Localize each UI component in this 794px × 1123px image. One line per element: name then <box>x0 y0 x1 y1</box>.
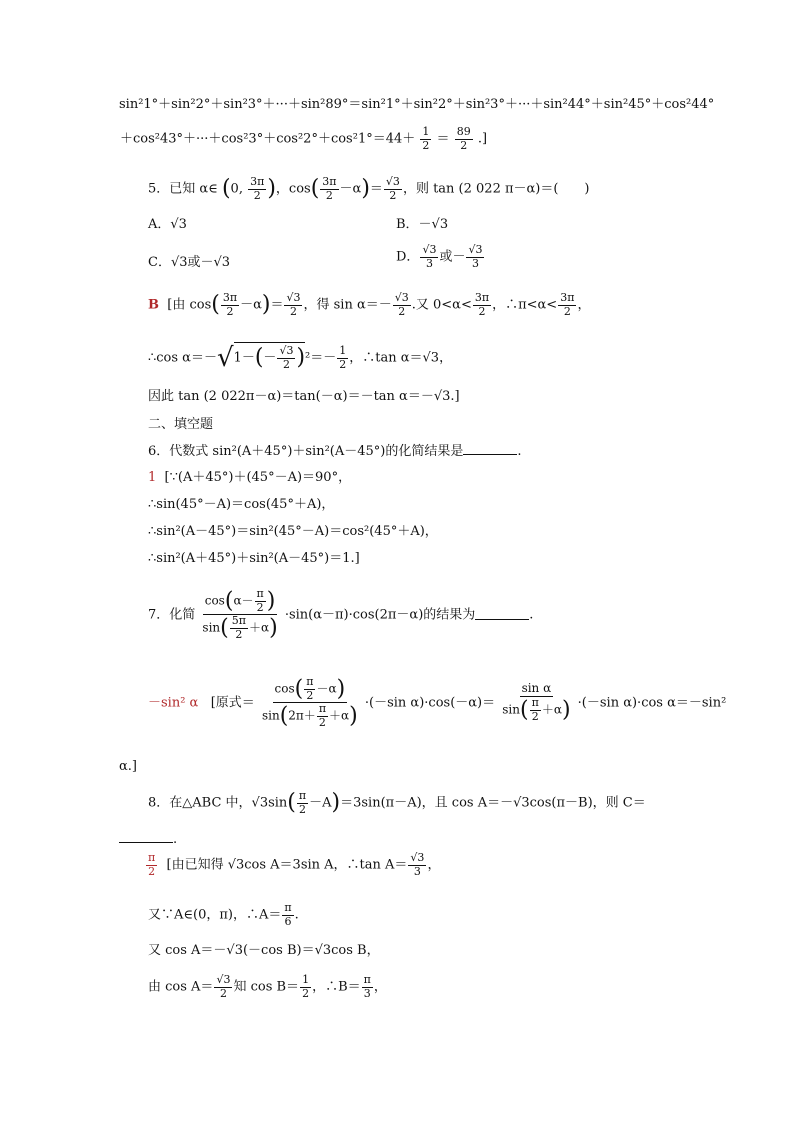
fraction-sqrt3-3: $\frac{√3}{3}$ <box>468 243 483 270</box>
text: 5．已知 α∈ <box>148 181 218 197</box>
text: －α <box>339 181 362 197</box>
option-b: B．－√3 <box>396 217 449 232</box>
text: ＝ <box>436 131 450 147</box>
answer-label: 1 <box>148 470 157 485</box>
fraction-3pi-2: $\frac{3\pi}{2}$ <box>250 175 265 202</box>
question-8-blank: . <box>119 832 177 846</box>
continued-line-2 <box>120 126 487 152</box>
text: 0, <box>230 181 243 197</box>
solution-6-line-2: ∴sin(45°－A)＝cos(45°＋A)， <box>148 497 335 512</box>
option-a: A．√3 <box>148 217 187 232</box>
answer-blank <box>475 609 529 620</box>
option-d: D． $\frac{√3}{3}$ 或－ $\frac{√3}{3}$ <box>396 243 483 270</box>
question-8: 8．在△ABC 中，√3sin( $\frac{\pi}{2}$ －A)＝3sin(π－A)，且 cos A＝－√3cos(π－B)，则 C＝ <box>148 789 646 816</box>
option-c: C．√3或－√3 <box>148 255 231 270</box>
fraction-89-2: $\frac{89}{2}$ <box>456 125 471 152</box>
solution-7-tail: α.] <box>119 759 137 774</box>
solution-8-line-4: 由 cos A＝ $\frac{√3}{2}$ 知 cos B＝ $\frac{1}{2}$ ，∴B＝ $\frac{\pi}{3}$ ， <box>148 973 387 1000</box>
solution-6-line-1: 1 [∵(A＋45°)＋(45°－A)＝90°， <box>148 470 352 485</box>
fraction-sqrt3-3: $\frac{√3}{3}$ <box>422 243 437 270</box>
question-7: 7．化简 cos(α－ $\frac{\pi}{2}$ ) sin( $\frac{5\pi}{2}$ ＋α) ·sin(α－π)·cos(2π－α)的结果为 . <box>148 587 534 641</box>
solution-5-line-2: ∴cos α＝－√1－(－ $\frac{√3}{2}$ )²＝－ $\frac{1}{2}$ ，∴tan α＝√3， <box>148 343 453 374</box>
s7-fraction-1: cos( $\frac{\pi}{2}$ －α) sin(2π＋ $\frac{\pi}{2}$ ＋α) <box>261 675 358 729</box>
fraction-3pi-2: $\frac{3\pi}{2}$ <box>322 175 337 202</box>
question-6: 6．代数式 sin²(A＋45°)＋sin²(A－45°)的化简结果是 . <box>148 444 522 459</box>
answer-blank <box>463 444 517 455</box>
answer-label: B <box>148 297 159 313</box>
solution-8-line-1: $\frac{\pi}{2}$ [由已知得 √3cos A＝3sin A，∴tan A＝ $\frac{√3}{3}$ ， <box>148 851 441 878</box>
solution-5-line-1: B [由 cos( $\frac{3\pi}{2}$ －α)＝ $\frac{√3}{2}$ ，得 sin α＝－ $\frac{√3}{2}$ .又 0<α< $\frac{3\pi}{2}$ ，∴π<α< $\frac{3\pi}{2}$ ， <box>148 291 591 318</box>
fraction-sqrt3-2: $\frac{√3}{2}$ <box>385 175 400 202</box>
s7-fraction-2: sin α sin( $\frac{\pi}{2}$ ＋α) <box>502 681 571 723</box>
text: ＝ <box>369 181 383 197</box>
text: ＋cos²43°＋···＋cos²3°＋cos²2°＋cos²1°＝44＋ <box>120 131 416 147</box>
text: sin²1°＋sin²2°＋sin²3°＋···＋sin²89°＝sin²1°＋sin²2°＋sin²3°＋···＋sin²44°＋sin²45°＋cos²44° <box>119 97 715 112</box>
answer-label: －sin² α <box>148 695 199 711</box>
answer-blank <box>119 832 173 843</box>
solution-5-line-3: 因此 tan (2 022π－α)＝tan(－α)＝－tan α＝－√3.] <box>148 389 460 404</box>
solution-8-line-3: 又 cos A＝－√3(－cos B)＝√3cos B， <box>148 943 380 958</box>
solution-6-line-3: ∴sin²(A－45°)＝sin²(45°－A)＝cos²(45°＋A)， <box>148 524 438 539</box>
continued-line-1 <box>119 98 714 111</box>
text: ，则 tan (2 022 π－α)＝( ) <box>402 181 590 197</box>
q7-big-fraction: cos(α－ $\frac{\pi}{2}$ ) sin( $\frac{5\pi}{2}$ ＋α) <box>202 587 278 641</box>
solution-8-line-2: 又∵A∈(0，π)，∴A＝ $\frac{\pi}{6}$ . <box>148 901 299 928</box>
fraction-half: $\frac{1}{2}$ <box>422 125 430 152</box>
question-5: 5．已知 α∈ (0, $\frac{3\pi}{2}$ )，cos( $\frac{3\pi}{2}$ －α)＝ $\frac{√3}{2}$ ，则 tan (2 022 π－α)＝( ) <box>148 175 590 202</box>
solution-6-line-4: ∴sin²(A＋45°)＋sin²(A－45°)＝1.] <box>148 551 360 566</box>
text: .] <box>477 131 488 147</box>
section-heading: 二、填空题 <box>148 417 214 432</box>
solution-7: －sin² α [原式＝ cos( $\frac{\pi}{2}$ －α) sin(2π＋ $\frac{\pi}{2}$ ＋α) ·(－sin α)·cos(－α)＝ sin α sin( $\frac{\pi}{2}$ ＋α) ·(－sin α)·cos α＝－sin² <box>148 675 727 729</box>
answer-pi-over-2: $\frac{\pi}{2}$ <box>148 851 156 878</box>
text: ，cos <box>275 181 311 197</box>
